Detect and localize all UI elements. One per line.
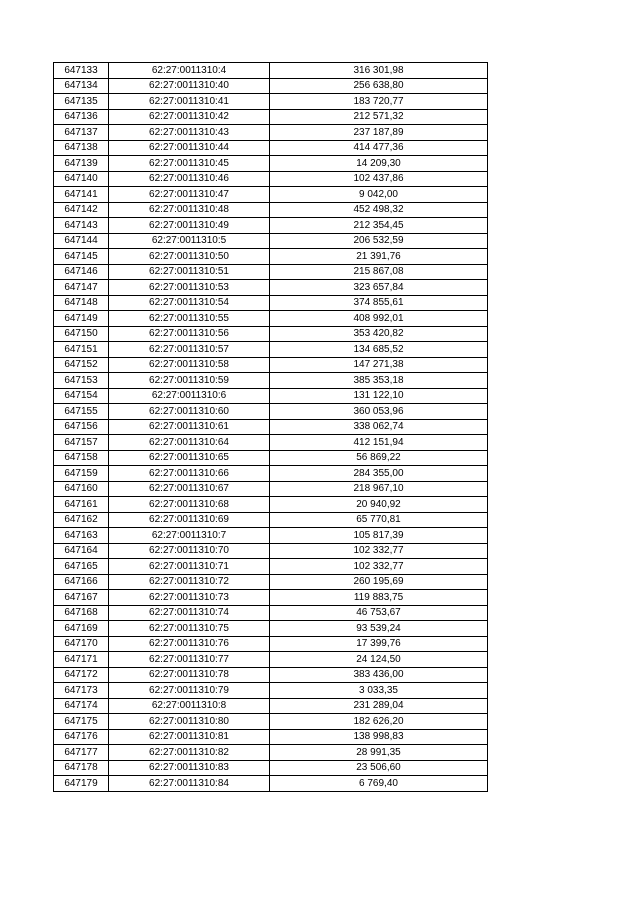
row-number-cell: 647133 (54, 63, 109, 79)
table-row (54, 683, 488, 699)
cadastral-number-cell: 62:27:0011310:72 (109, 574, 270, 590)
cadastral-number-cell: 62:27:0011310:75 (109, 621, 270, 637)
row-number-cell: 647179 (54, 776, 109, 792)
table-row (54, 574, 488, 590)
cadastral-value-cell: 105 817,39 (270, 528, 488, 544)
cadastral-number-cell: 62:27:0011310:46 (109, 171, 270, 187)
cadastral-value-cell: 65 770,81 (270, 512, 488, 528)
cadastral-value-cell: 23 506,60 (270, 760, 488, 776)
cadastral-number-cell: 62:27:0011310:54 (109, 295, 270, 311)
cadastral-number-cell: 62:27:0011310:82 (109, 745, 270, 761)
cadastral-value-cell: 183 720,77 (270, 94, 488, 110)
row-number-cell: 647156 (54, 419, 109, 435)
cadastral-value-cell: 218 967,10 (270, 481, 488, 497)
cadastral-value-cell: 20 940,92 (270, 497, 488, 513)
row-number-cell: 647145 (54, 249, 109, 265)
table-row (54, 264, 488, 280)
table-row (54, 249, 488, 265)
table-row (54, 760, 488, 776)
row-number-cell: 647143 (54, 218, 109, 234)
row-number-cell: 647164 (54, 543, 109, 559)
cadastral-value-cell: 323 657,84 (270, 280, 488, 296)
cadastral-value-cell: 93 539,24 (270, 621, 488, 637)
cadastral-number-cell: 62:27:0011310:8 (109, 698, 270, 714)
cadastral-value-cell: 14 209,30 (270, 156, 488, 172)
table-row (54, 450, 488, 466)
table-row (54, 326, 488, 342)
cadastral-number-cell: 62:27:0011310:64 (109, 435, 270, 451)
cadastral-value-cell: 56 869,22 (270, 450, 488, 466)
cadastral-number-cell: 62:27:0011310:80 (109, 714, 270, 730)
row-number-cell: 647134 (54, 78, 109, 94)
table-row (54, 388, 488, 404)
table-row (54, 621, 488, 637)
table-row (54, 357, 488, 373)
table-row (54, 156, 488, 172)
row-number-cell: 647146 (54, 264, 109, 280)
cadastral-value-cell: 24 124,50 (270, 652, 488, 668)
cadastral-value-cell: 212 571,32 (270, 109, 488, 125)
row-number-cell: 647175 (54, 714, 109, 730)
row-number-cell: 647161 (54, 497, 109, 513)
cadastral-number-cell: 62:27:0011310:81 (109, 729, 270, 745)
table-row (54, 698, 488, 714)
cadastral-value-cell: 28 991,35 (270, 745, 488, 761)
row-number-cell: 647178 (54, 760, 109, 776)
cadastral-number-cell: 62:27:0011310:43 (109, 125, 270, 141)
row-number-cell: 647151 (54, 342, 109, 358)
table-row (54, 187, 488, 203)
cadastral-value-cell: 102 332,77 (270, 543, 488, 559)
row-number-cell: 647136 (54, 109, 109, 125)
cadastral-number-cell: 62:27:0011310:48 (109, 202, 270, 218)
row-number-cell: 647152 (54, 357, 109, 373)
row-number-cell: 647163 (54, 528, 109, 544)
cadastral-value-cell: 17 399,76 (270, 636, 488, 652)
cadastral-value-cell: 9 042,00 (270, 187, 488, 203)
table-row (54, 729, 488, 745)
cadastral-value-cell: 353 420,82 (270, 326, 488, 342)
row-number-cell: 647160 (54, 481, 109, 497)
cadastral-value-cell: 408 992,01 (270, 311, 488, 327)
cadastral-number-cell: 62:27:0011310:51 (109, 264, 270, 280)
cadastral-number-cell: 62:27:0011310:77 (109, 652, 270, 668)
row-number-cell: 647167 (54, 590, 109, 606)
cadastral-number-cell: 62:27:0011310:5 (109, 233, 270, 249)
row-number-cell: 647173 (54, 683, 109, 699)
cadastral-number-cell: 62:27:0011310:58 (109, 357, 270, 373)
row-number-cell: 647139 (54, 156, 109, 172)
cadastral-number-cell: 62:27:0011310:40 (109, 78, 270, 94)
cadastral-value-cell: 383 436,00 (270, 667, 488, 683)
cadastral-number-cell: 62:27:0011310:76 (109, 636, 270, 652)
cadastral-number-cell: 62:27:0011310:7 (109, 528, 270, 544)
table-row (54, 776, 488, 792)
table-row (54, 218, 488, 234)
cadastral-number-cell: 62:27:0011310:79 (109, 683, 270, 699)
cadastral-number-cell: 62:27:0011310:74 (109, 605, 270, 621)
cadastral-value-cell: 3 033,35 (270, 683, 488, 699)
table-body (54, 63, 488, 792)
row-number-cell: 647158 (54, 450, 109, 466)
row-number-cell: 647138 (54, 140, 109, 156)
cadastral-number-cell: 62:27:0011310:45 (109, 156, 270, 172)
cadastral-number-cell: 62:27:0011310:57 (109, 342, 270, 358)
cadastral-value-cell: 206 532,59 (270, 233, 488, 249)
cadastral-value-cell: 231 289,04 (270, 698, 488, 714)
cadastral-number-cell: 62:27:0011310:71 (109, 559, 270, 575)
table-row (54, 605, 488, 621)
cadastral-number-cell: 62:27:0011310:69 (109, 512, 270, 528)
table-row (54, 78, 488, 94)
table-row (54, 94, 488, 110)
row-number-cell: 647148 (54, 295, 109, 311)
row-number-cell: 647142 (54, 202, 109, 218)
table-row (54, 528, 488, 544)
cadastral-value-cell: 414 477,36 (270, 140, 488, 156)
cadastral-number-cell: 62:27:0011310:78 (109, 667, 270, 683)
cadastral-value-cell: 6 769,40 (270, 776, 488, 792)
row-number-cell: 647162 (54, 512, 109, 528)
row-number-cell: 647149 (54, 311, 109, 327)
table-row (54, 140, 488, 156)
table-row (54, 233, 488, 249)
cadastral-value-cell: 212 354,45 (270, 218, 488, 234)
cadastral-value-cell: 131 122,10 (270, 388, 488, 404)
cadastral-number-cell: 62:27:0011310:83 (109, 760, 270, 776)
cadastral-value-cell: 256 638,80 (270, 78, 488, 94)
cadastral-value-cell: 119 883,75 (270, 590, 488, 606)
row-number-cell: 647157 (54, 435, 109, 451)
table-row (54, 404, 488, 420)
table-row (54, 419, 488, 435)
cadastral-number-cell: 62:27:0011310:68 (109, 497, 270, 513)
cadastral-value-cell: 412 151,94 (270, 435, 488, 451)
cadastral-value-cell: 215 867,08 (270, 264, 488, 280)
table-row (54, 171, 488, 187)
row-number-cell: 647155 (54, 404, 109, 420)
cadastral-number-cell: 62:27:0011310:70 (109, 543, 270, 559)
cadastral-value-cell: 182 626,20 (270, 714, 488, 730)
cadastral-value-cell: 147 271,38 (270, 357, 488, 373)
row-number-cell: 647174 (54, 698, 109, 714)
row-number-cell: 647137 (54, 125, 109, 141)
table-row (54, 652, 488, 668)
cadastral-number-cell: 62:27:0011310:53 (109, 280, 270, 296)
table-row (54, 109, 488, 125)
cadastral-number-cell: 62:27:0011310:84 (109, 776, 270, 792)
cadastral-number-cell: 62:27:0011310:61 (109, 419, 270, 435)
cadastral-number-cell: 62:27:0011310:60 (109, 404, 270, 420)
table-row (54, 590, 488, 606)
cadastral-value-cell: 102 332,77 (270, 559, 488, 575)
cadastral-number-cell: 62:27:0011310:47 (109, 187, 270, 203)
table-row (54, 202, 488, 218)
table-row (54, 667, 488, 683)
table-row (54, 280, 488, 296)
cadastral-number-cell: 62:27:0011310:55 (109, 311, 270, 327)
cadastral-value-cell: 374 855,61 (270, 295, 488, 311)
cadastral-value-cell: 237 187,89 (270, 125, 488, 141)
row-number-cell: 647172 (54, 667, 109, 683)
row-number-cell: 647169 (54, 621, 109, 637)
cadastral-number-cell: 62:27:0011310:50 (109, 249, 270, 265)
table-row (54, 714, 488, 730)
table-row (54, 745, 488, 761)
table-row (54, 466, 488, 482)
cadastral-value-cell: 385 353,18 (270, 373, 488, 389)
table-row (54, 636, 488, 652)
cadastral-number-cell: 62:27:0011310:56 (109, 326, 270, 342)
cadastral-value-cell: 452 498,32 (270, 202, 488, 218)
cadastral-value-cell: 260 195,69 (270, 574, 488, 590)
cadastral-number-cell: 62:27:0011310:59 (109, 373, 270, 389)
cadastral-number-cell: 62:27:0011310:66 (109, 466, 270, 482)
row-number-cell: 647166 (54, 574, 109, 590)
cadastral-number-cell: 62:27:0011310:65 (109, 450, 270, 466)
table-row (54, 497, 488, 513)
row-number-cell: 647144 (54, 233, 109, 249)
row-number-cell: 647150 (54, 326, 109, 342)
row-number-cell: 647177 (54, 745, 109, 761)
table-row (54, 342, 488, 358)
row-number-cell: 647153 (54, 373, 109, 389)
row-number-cell: 647154 (54, 388, 109, 404)
table-row (54, 512, 488, 528)
table-row (54, 295, 488, 311)
row-number-cell: 647168 (54, 605, 109, 621)
cadastral-number-cell: 62:27:0011310:6 (109, 388, 270, 404)
table-row (54, 435, 488, 451)
table-row (54, 125, 488, 141)
table-row (54, 373, 488, 389)
cadastral-value-cell: 138 998,83 (270, 729, 488, 745)
row-number-cell: 647176 (54, 729, 109, 745)
cadastral-value-cell: 338 062,74 (270, 419, 488, 435)
row-number-cell: 647147 (54, 280, 109, 296)
row-number-cell: 647140 (54, 171, 109, 187)
cadastral-value-cell: 46 753,67 (270, 605, 488, 621)
cadastral-value-cell: 316 301,98 (270, 63, 488, 79)
table-row (54, 311, 488, 327)
cadastral-value-cell: 102 437,86 (270, 171, 488, 187)
row-number-cell: 647171 (54, 652, 109, 668)
table-row (54, 559, 488, 575)
cadastral-number-cell: 62:27:0011310:44 (109, 140, 270, 156)
row-number-cell: 647141 (54, 187, 109, 203)
cadastral-number-cell: 62:27:0011310:4 (109, 63, 270, 79)
cadastral-value-cell: 134 685,52 (270, 342, 488, 358)
table-row (54, 543, 488, 559)
row-number-cell: 647135 (54, 94, 109, 110)
cadastral-number-cell: 62:27:0011310:49 (109, 218, 270, 234)
table-row (54, 63, 488, 79)
table-row (54, 481, 488, 497)
cadastral-value-table (53, 62, 488, 792)
cadastral-number-cell: 62:27:0011310:67 (109, 481, 270, 497)
cadastral-number-cell: 62:27:0011310:42 (109, 109, 270, 125)
row-number-cell: 647170 (54, 636, 109, 652)
cadastral-number-cell: 62:27:0011310:41 (109, 94, 270, 110)
cadastral-value-cell: 284 355,00 (270, 466, 488, 482)
cadastral-value-cell: 360 053,96 (270, 404, 488, 420)
row-number-cell: 647159 (54, 466, 109, 482)
cadastral-value-cell: 21 391,76 (270, 249, 488, 265)
cadastral-number-cell: 62:27:0011310:73 (109, 590, 270, 606)
row-number-cell: 647165 (54, 559, 109, 575)
